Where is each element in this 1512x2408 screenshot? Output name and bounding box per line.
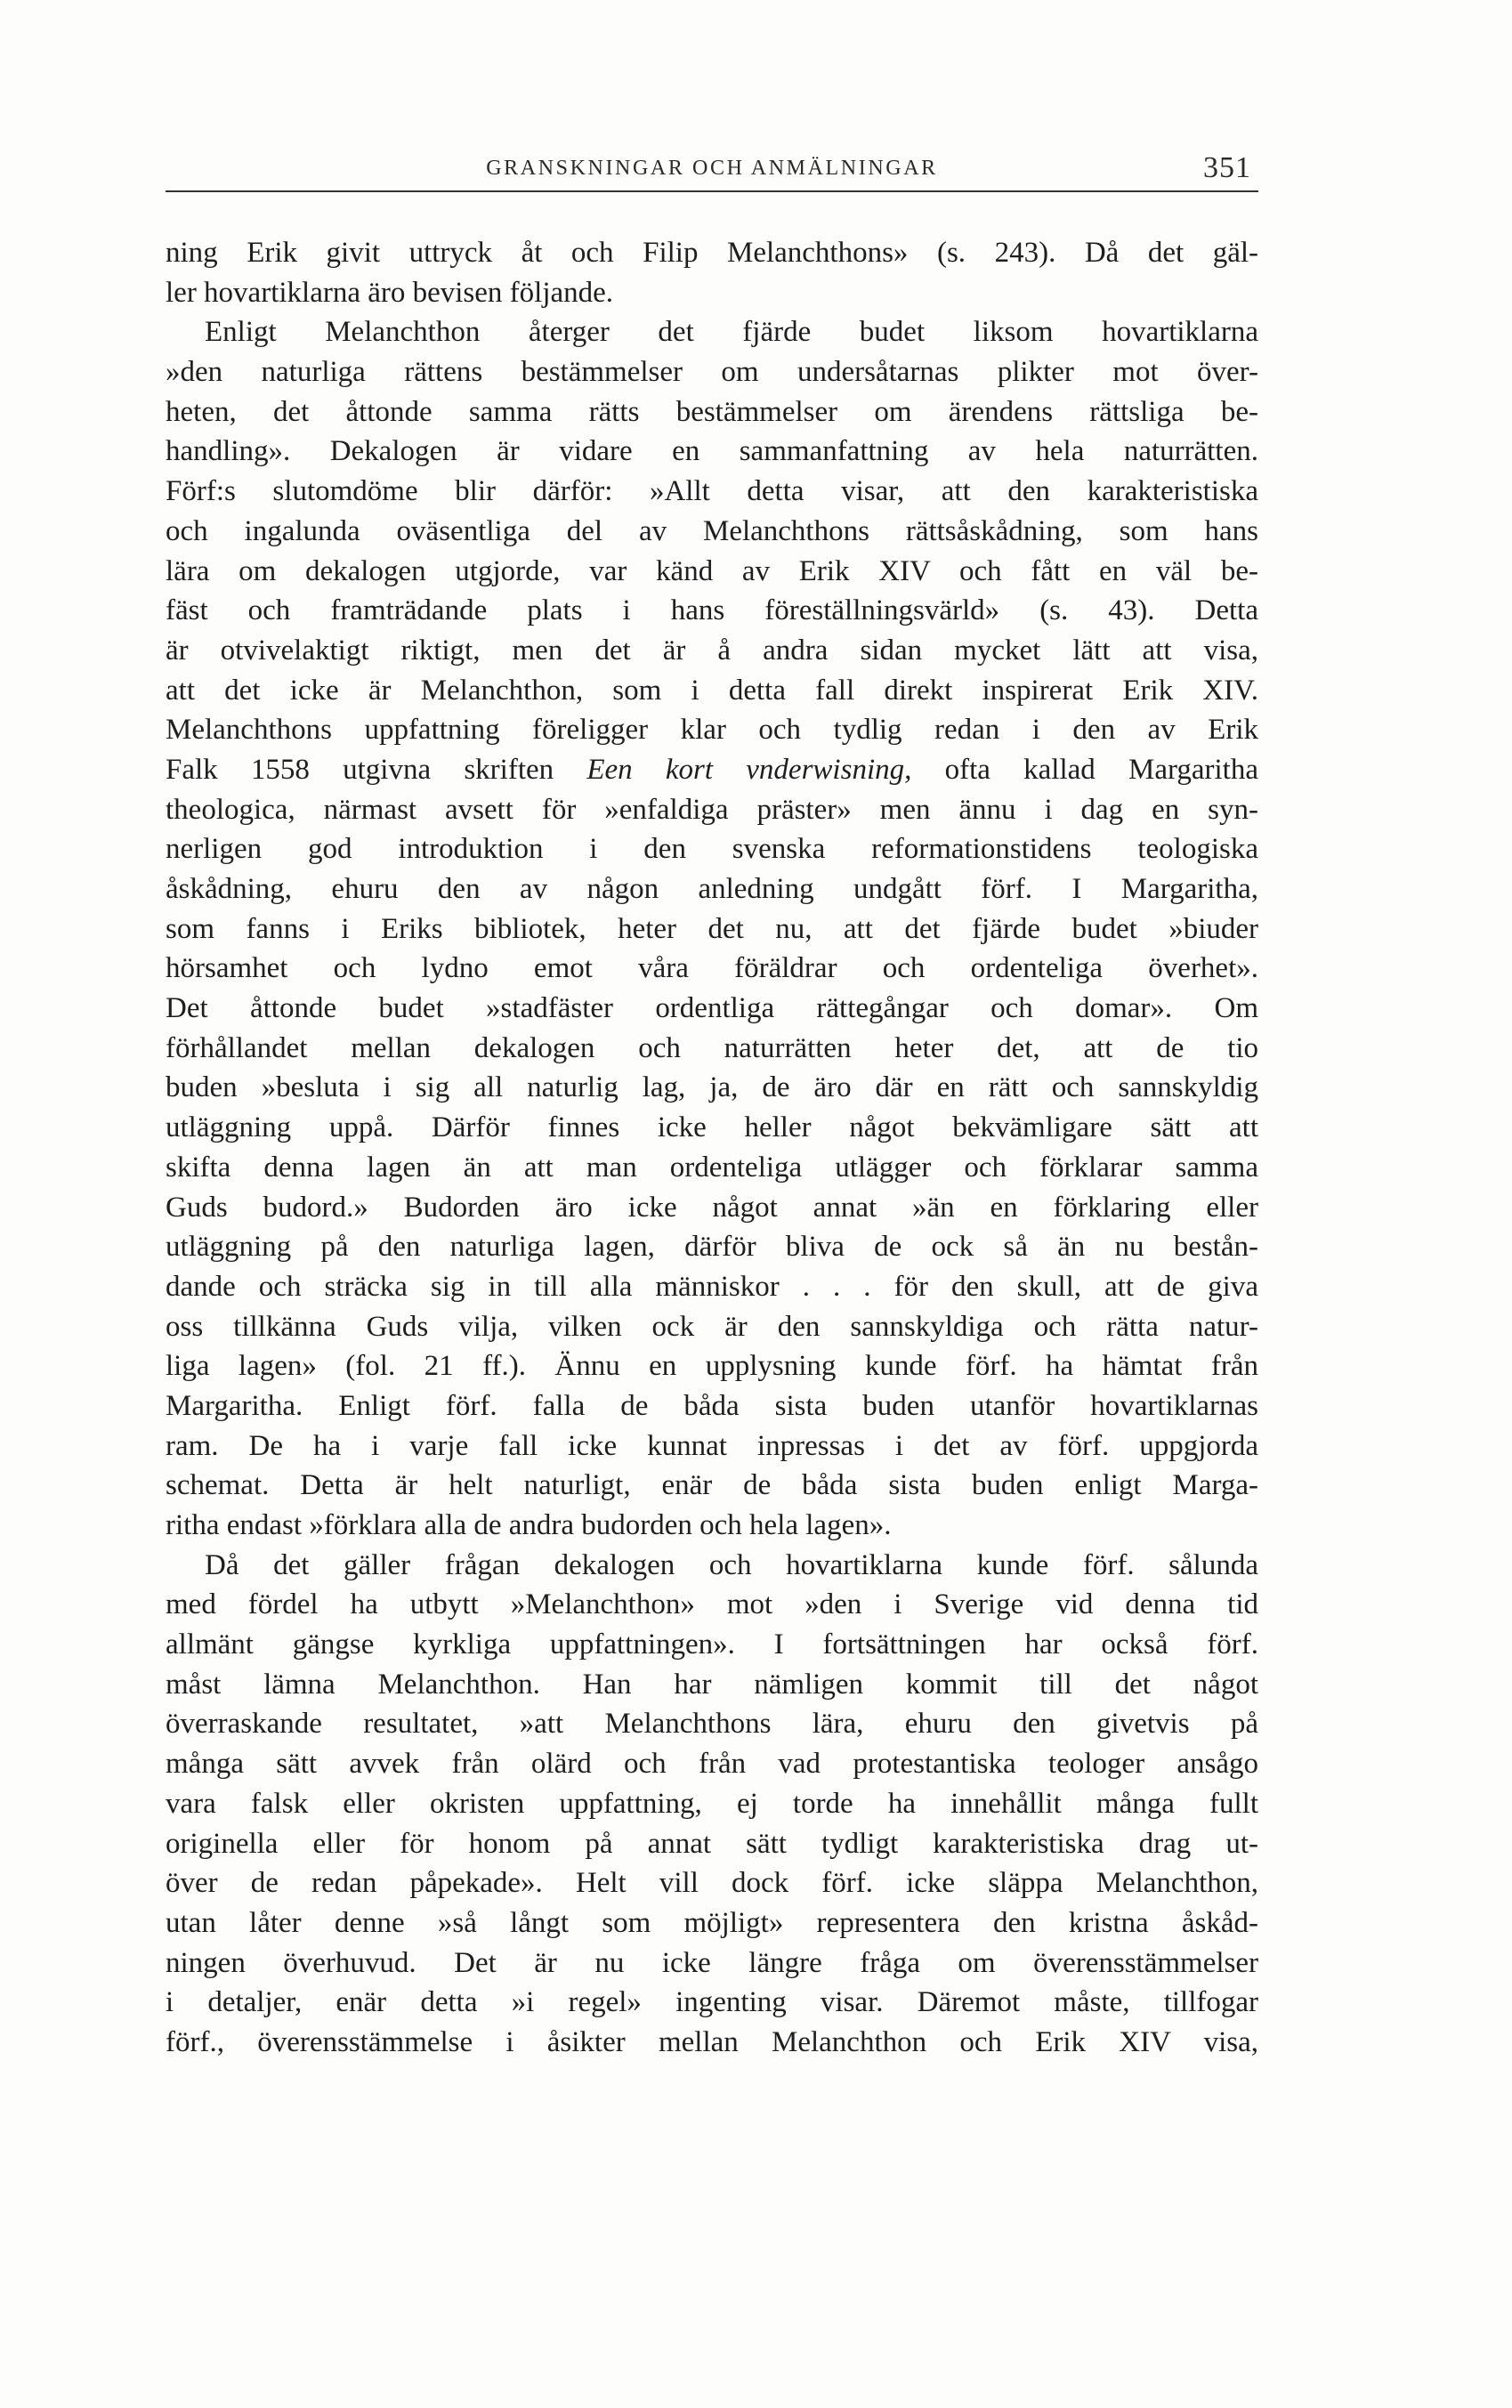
text-line-with-title <box>166 750 1258 790</box>
text-line: och ingalunda oväsentliga del av Melanchthons rättsåskådning, som hans <box>166 514 1258 547</box>
text-line: utan låter denne »så långt som möjligt» representera den kristna åskåd- <box>166 1906 1258 1939</box>
text-line: Enligt Melanchthon återger det fjärde budet liksom hovartiklarna <box>205 316 1258 349</box>
text-line: ler hovartiklarna äro bevisen följande. <box>166 276 614 309</box>
text-line: »den naturliga rättens bestämmelser om undersåtarnas plikter mot över- <box>166 356 1258 389</box>
text-line: skifta denna lagen än att man ordenteliga utlägger och förklarar samma <box>166 1151 1258 1184</box>
text-line: i detaljer, enär detta »i regel» ingenting visar. Däremot måste, tillfogar <box>166 1986 1258 2019</box>
header-rule <box>166 190 1258 192</box>
text-line: theologica, närmast avsett för »enfaldiga präster» men ännu i dag en syn- <box>166 793 1258 826</box>
text-line: ritha endast »förklara alla de andra budorden och hela lagen». <box>166 1509 892 1541</box>
text-line: överraskande resultatet, »att Melanchthons lära, ehuru den givetvis på <box>166 1708 1258 1741</box>
text-line: Det åttonde budet »stadfäster ordentliga rättegångar och domar». Om <box>166 992 1258 1025</box>
text-line: Guds budord.» Budorden äro icke något annat »än en förklaring eller <box>166 1191 1258 1224</box>
text-line: måst lämna Melanchthon. Han har nämligen kommit till det något <box>166 1668 1258 1701</box>
text-segment: Falk 1558 utgivna skriften <box>166 753 587 786</box>
text-line: många sätt avvek från olärd och från vad protestantiska teologer ansågo <box>166 1748 1258 1781</box>
text-line: Förf:s slutomdöme blir därför: »Allt detta visar, att den karakteristiska <box>166 475 1258 508</box>
text-line: utläggning på den naturliga lagen, därför bliva de ock så än nu bestån- <box>166 1231 1258 1264</box>
text-line: oss tillkänna Guds vilja, vilken ock är den sannskyldiga och rätta natur- <box>166 1310 1258 1343</box>
text-line: vara falsk eller okristen uppfattning, ej torde ha innehållit många fullt <box>166 1787 1258 1820</box>
text-line: utläggning uppå. Därför finnes icke heller något bekvämligare sätt att <box>166 1111 1258 1144</box>
text-line: förhållandet mellan dekalogen och naturrätten heter det, att de tio <box>166 1031 1258 1064</box>
text-line: ram. De ha i varje fall icke kunnat inpressas i det av förf. uppgjorda <box>166 1429 1258 1462</box>
text-line: ningen överhuvud. Det är nu icke längre fråga om överensstämmelser <box>166 1946 1258 1979</box>
text-line: Då det gäller frågan dekalogen och hovartiklarna kunde förf. sålunda <box>205 1548 1258 1581</box>
text-line: åskådning, ehuru den av någon anledning undgått förf. I Margaritha, <box>166 873 1258 905</box>
body-text <box>166 233 1258 2063</box>
text-line: som fanns i Eriks bibliotek, heter det nu, att det fjärde budet »biuder <box>166 912 1258 945</box>
text-line: Margaritha. Enligt förf. falla de båda sista buden utanför hovartiklarnas <box>166 1389 1258 1422</box>
text-line: dande och sträcka sig in till alla människor . . . för den skull, att de giva <box>166 1270 1258 1303</box>
text-line: hörsamhet och lydno emot våra föräldrar och ordenteliga överhet». <box>166 952 1258 985</box>
text-line: förf., överensstämmelse i åsikter mellan Melanchthon och Erik XIV visa, <box>166 2025 1258 2058</box>
text-line: Melanchthons uppfattning föreligger klar och tydlig redan i den av Erik <box>166 714 1258 747</box>
text-line: lära om dekalogen utgjorde, var känd av Erik XIV och fått en väl be- <box>166 554 1258 587</box>
book-title: Een kort vnderwisning, <box>586 753 912 786</box>
text-line: ning Erik givit uttryck åt och Filip Melanchthons» (s. 243). Då det gäl- <box>166 237 1258 269</box>
text-line: med fördel ha utbytt »Melanchthon» mot »den i Sverige vid denna tid <box>166 1588 1258 1621</box>
running-head <box>166 149 1258 194</box>
text-segment: ofta kallad Margaritha <box>911 753 1258 786</box>
text-line: att det icke är Melanchthon, som i detta fall direkt inspirerat Erik XIV. <box>166 674 1258 707</box>
text-line: liga lagen» (fol. 21 ff.). Ännu en upplysning kunde förf. ha hämtat från <box>166 1350 1258 1383</box>
page-number: 351 <box>1203 151 1251 184</box>
text-line: buden »besluta i sig all naturlig lag, ja, de äro där en rätt och sannskyldig <box>166 1071 1258 1104</box>
text-line: över de redan påpekade». Helt vill dock förf. icke släppa Melanchthon, <box>166 1867 1258 1900</box>
text-line: handling». Dekalogen är vidare en sammanfattning av hela naturrätten. <box>166 435 1258 468</box>
text-line: schemat. Detta är helt naturligt, enär de båda sista buden enligt Marga- <box>166 1469 1258 1502</box>
running-title: GRANSKNINGAR OCH ANMÄLNINGAR <box>486 157 938 180</box>
text-line: originella eller för honom på annat sätt tydligt karakteristiska drag ut- <box>166 1827 1258 1860</box>
text-line: är otvivelaktigt riktigt, men det är å andra sidan mycket lätt att visa, <box>166 634 1258 667</box>
text-line: fäst och framträdande plats i hans föreställningsvärld» (s. 43). Detta <box>166 594 1258 627</box>
text-line: heten, det åttonde samma rätts bestämmelser om ärendens rättsliga be- <box>166 395 1258 428</box>
text-line: allmänt gängse kyrkliga uppfattningen». I fortsättningen har också förf. <box>166 1628 1258 1661</box>
text-line: nerligen god introduktion i den svenska reformationstidens teologiska <box>166 833 1258 866</box>
